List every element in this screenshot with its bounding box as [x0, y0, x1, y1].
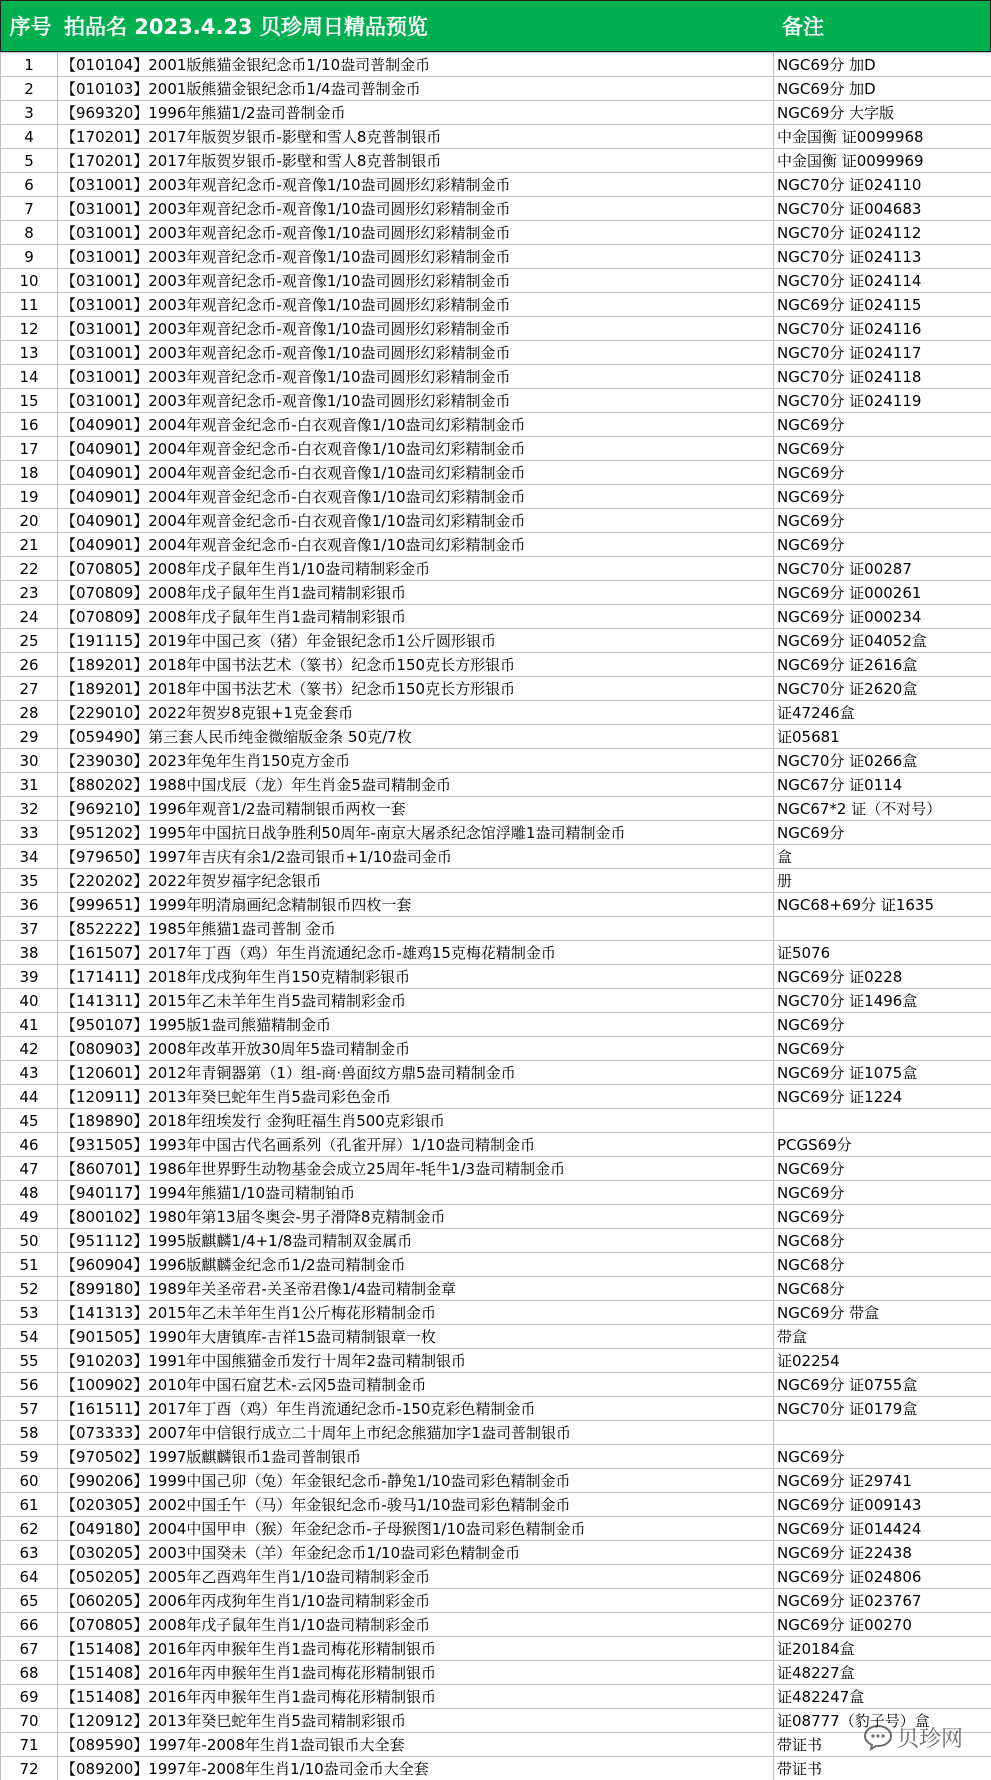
row-number: 41 — [1, 1013, 58, 1037]
row-remark: NGC69分 大字版 — [774, 101, 991, 125]
row-number: 49 — [1, 1205, 58, 1229]
table-row — [1, 389, 991, 413]
table-row — [1, 869, 991, 893]
table-row — [1, 1637, 991, 1661]
row-number: 48 — [1, 1181, 58, 1205]
table-row — [1, 1541, 991, 1565]
row-remark: NGC70分 证024118 — [774, 365, 991, 389]
row-lot-name: 【151408】2016年丙申猴年生肖1盎司梅花形精制银币 — [58, 1685, 774, 1709]
row-number: 32 — [1, 797, 58, 821]
row-lot-name: 【031001】2003年观音纪念币-观音像1/10盎司圆形幻彩精制金币 — [58, 221, 774, 245]
row-remark: NGC69分 证024115 — [774, 293, 991, 317]
row-remark: NGC69分 证024806 — [774, 1565, 991, 1589]
row-remark: NGC69分 带盒 — [774, 1301, 991, 1325]
row-lot-name: 【040901】2004年观音金纪念币-白衣观音像1/10盎司幻彩精制金币 — [58, 413, 774, 437]
row-remark: NGC69分 证009143 — [774, 1493, 991, 1517]
row-number: 60 — [1, 1469, 58, 1493]
row-lot-name: 【899180】1989年关圣帝君-关圣帝君像1/4盎司精制金章 — [58, 1277, 774, 1301]
row-number: 55 — [1, 1349, 58, 1373]
row-remark: 证08777（豹子号）盒 — [774, 1709, 991, 1733]
row-number: 27 — [1, 677, 58, 701]
row-lot-name: 【940117】1994年熊猫1/10盎司精制铂币 — [58, 1181, 774, 1205]
row-lot-name: 【080903】2008年改革开放30周年5盎司精制金币 — [58, 1037, 774, 1061]
row-remark: 证48227盒 — [774, 1661, 991, 1685]
row-lot-name: 【040901】2004年观音金纪念币-白衣观音像1/10盎司幻彩精制金币 — [58, 533, 774, 557]
row-remark: NGC69分 — [774, 1157, 991, 1181]
row-remark: NGC68分 — [774, 1253, 991, 1277]
row-remark: NGC69分 证22438 — [774, 1541, 991, 1565]
row-lot-name: 【073333】2007年中信银行成立二十周年上市纪念熊猫加字1盎司普制银币 — [58, 1421, 774, 1445]
row-number: 58 — [1, 1421, 58, 1445]
watermark-text: 贝珍网 — [896, 1726, 963, 1752]
row-remark: NGC68分 — [774, 1229, 991, 1253]
row-remark: 带盒 — [774, 1325, 991, 1349]
row-number: 37 — [1, 917, 58, 941]
row-number: 22 — [1, 557, 58, 581]
row-lot-name: 【161507】2017年丁酉（鸡）年生肖流通纪念币-雄鸡15克梅花精制金币 — [58, 941, 774, 965]
row-remark: NGC68+69分 证1635 — [774, 893, 991, 917]
row-number: 11 — [1, 293, 58, 317]
row-lot-name: 【120601】2012年青铜器第（1）组-商·兽面纹方鼎5盎司精制金币 — [58, 1061, 774, 1085]
table-row — [1, 461, 991, 485]
table-row — [1, 1397, 991, 1421]
row-remark: NGC69分 加D — [774, 77, 991, 101]
table-row — [1, 1109, 991, 1133]
row-number: 52 — [1, 1277, 58, 1301]
table-row — [1, 125, 991, 149]
row-number: 42 — [1, 1037, 58, 1061]
table-header — [0, 0, 991, 52]
row-number: 68 — [1, 1661, 58, 1685]
row-remark: NGC67分 证0114 — [774, 773, 991, 797]
row-remark: 证47246盒 — [774, 701, 991, 725]
row-number: 38 — [1, 941, 58, 965]
row-number: 10 — [1, 269, 58, 293]
row-number: 17 — [1, 437, 58, 461]
row-lot-name: 【100902】2010年中国石窟艺术-云冈5盎司精制金币 — [58, 1373, 774, 1397]
table-row — [1, 1613, 991, 1637]
row-number: 35 — [1, 869, 58, 893]
row-remark: PCGS69分 — [774, 1133, 991, 1157]
row-lot-name: 【031001】2003年观音纪念币-观音像1/10盎司圆形幻彩精制金币 — [58, 293, 774, 317]
row-lot-name: 【141313】2015年乙未羊年生肖1公斤梅花形精制金币 — [58, 1301, 774, 1325]
table-row — [1, 533, 991, 557]
row-remark: NGC70分 证024110 — [774, 173, 991, 197]
row-lot-name: 【031001】2003年观音纪念币-观音像1/10盎司圆形幻彩精制金币 — [58, 245, 774, 269]
lots-table — [0, 52, 991, 1780]
row-remark: NGC70分 证2620盒 — [774, 677, 991, 701]
row-remark: NGC69分 — [774, 461, 991, 485]
table-row — [1, 821, 991, 845]
row-lot-name: 【170201】2017年版贺岁银币-影壁和雪人8克普制银币 — [58, 125, 774, 149]
row-number: 31 — [1, 773, 58, 797]
table-row — [1, 1277, 991, 1301]
table-row — [1, 581, 991, 605]
table-row — [1, 1205, 991, 1229]
row-lot-name: 【880202】1988中国戊辰（龙）年生肖金5盎司精制金币 — [58, 773, 774, 797]
row-number: 13 — [1, 341, 58, 365]
table-row — [1, 1325, 991, 1349]
row-number: 39 — [1, 965, 58, 989]
row-lot-name: 【120912】2013年癸巳蛇年生肖5盎司精制彩银币 — [58, 1709, 774, 1733]
table-row — [1, 557, 991, 581]
table-row — [1, 1709, 991, 1733]
row-number: 44 — [1, 1085, 58, 1109]
row-remark: NGC69分 证000261 — [774, 581, 991, 605]
row-remark: NGC69分 证1075盒 — [774, 1061, 991, 1085]
row-remark: 证02254 — [774, 1349, 991, 1373]
table-row — [1, 413, 991, 437]
table-row — [1, 1253, 991, 1277]
header-remarks: 备注 — [782, 15, 824, 39]
row-lot-name: 【031001】2003年观音纪念币-观音像1/10盎司圆形幻彩精制金币 — [58, 197, 774, 221]
row-number: 16 — [1, 413, 58, 437]
table-row — [1, 245, 991, 269]
table-row — [1, 293, 991, 317]
row-lot-name: 【970502】1997版麒麟银币1盎司普制银币 — [58, 1445, 774, 1469]
row-lot-name: 【151408】2016年丙申猴年生肖1盎司梅花形精制银币 — [58, 1661, 774, 1685]
row-remark: NGC69分 — [774, 413, 991, 437]
row-remark: NGC70分 证004683 — [774, 197, 991, 221]
row-number: 6 — [1, 173, 58, 197]
row-number: 33 — [1, 821, 58, 845]
row-lot-name: 【031001】2003年观音纪念币-观音像1/10盎司圆形幻彩精制金币 — [58, 173, 774, 197]
row-lot-name: 【070809】2008年戊子鼠年生肖1盎司精制彩银币 — [58, 605, 774, 629]
row-remark: 中金国衡 证0099968 — [774, 125, 991, 149]
table-row — [1, 773, 991, 797]
row-number: 1 — [1, 53, 58, 77]
row-lot-name: 【040901】2004年观音金纪念币-白衣观音像1/10盎司幻彩精制金币 — [58, 509, 774, 533]
row-number: 20 — [1, 509, 58, 533]
row-number: 25 — [1, 629, 58, 653]
row-remark: NGC69分 加D — [774, 53, 991, 77]
row-number: 71 — [1, 1733, 58, 1757]
header-number: 序号 — [9, 15, 52, 39]
row-remark: NGC70分 证0266盒 — [774, 749, 991, 773]
row-number: 45 — [1, 1109, 58, 1133]
row-number: 69 — [1, 1685, 58, 1709]
row-number: 7 — [1, 197, 58, 221]
row-lot-name: 【031001】2003年观音纪念币-观音像1/10盎司圆形幻彩精制金币 — [58, 341, 774, 365]
table-row — [1, 725, 991, 749]
row-remark: NGC68分 — [774, 1277, 991, 1301]
row-lot-name: 【060205】2006年丙戌狗年生肖1/10盎司精制彩金币 — [58, 1589, 774, 1613]
row-lot-name: 【979650】1997年吉庆有余1/2盎司银币+1/10盎司金币 — [58, 845, 774, 869]
row-remark: NGC69分 证29741 — [774, 1469, 991, 1493]
row-number: 53 — [1, 1301, 58, 1325]
table-row — [1, 269, 991, 293]
row-lot-name: 【999651】1999年明清扇画纪念精制银币四枚一套 — [58, 893, 774, 917]
row-number: 12 — [1, 317, 58, 341]
row-lot-name: 【969210】1996年观音1/2盎司精制银币两枚一套 — [58, 797, 774, 821]
row-number: 2 — [1, 77, 58, 101]
row-remark: NGC69分 — [774, 1205, 991, 1229]
row-number: 50 — [1, 1229, 58, 1253]
table-row — [1, 701, 991, 725]
table-row — [1, 1061, 991, 1085]
row-remark: NGC69分 证023767 — [774, 1589, 991, 1613]
row-remark: NGC69分 证04052盒 — [774, 629, 991, 653]
table-row — [1, 1301, 991, 1325]
row-number: 3 — [1, 101, 58, 125]
row-number: 8 — [1, 221, 58, 245]
row-remark: 盒 — [774, 845, 991, 869]
row-remark: NGC69分 证1224 — [774, 1085, 991, 1109]
row-lot-name: 【951202】1995年中国抗日战争胜利50周年-南京大屠杀纪念馆浮雕1盎司精制金币 — [58, 821, 774, 845]
table-row — [1, 893, 991, 917]
table-row — [1, 1349, 991, 1373]
table-row — [1, 197, 991, 221]
row-number: 46 — [1, 1133, 58, 1157]
row-remark: NGC69分 证014424 — [774, 1517, 991, 1541]
row-number: 26 — [1, 653, 58, 677]
table-row — [1, 1037, 991, 1061]
table-row — [1, 1421, 991, 1445]
row-remark: NGC70分 证024119 — [774, 389, 991, 413]
table-row — [1, 1661, 991, 1685]
row-remark: NGC69分 证2616盒 — [774, 653, 991, 677]
row-lot-name: 【070809】2008年戊子鼠年生肖1盎司精制彩银币 — [58, 581, 774, 605]
row-number: 72 — [1, 1757, 58, 1780]
row-lot-name: 【030205】2003中国癸未（羊）年金纪念币1/10盎司彩色精制金币 — [58, 1541, 774, 1565]
table-row — [1, 1373, 991, 1397]
row-number: 66 — [1, 1613, 58, 1637]
table-row — [1, 1757, 991, 1780]
row-number: 5 — [1, 149, 58, 173]
table-row — [1, 677, 991, 701]
row-number: 21 — [1, 533, 58, 557]
table-row — [1, 605, 991, 629]
row-number: 64 — [1, 1565, 58, 1589]
row-lot-name: 【931505】1993年中国古代名画系列（孔雀开屏）1/10盎司精制金币 — [58, 1133, 774, 1157]
table-row — [1, 149, 991, 173]
row-number: 51 — [1, 1253, 58, 1277]
row-remark: 册 — [774, 869, 991, 893]
table-row — [1, 1229, 991, 1253]
table-row — [1, 365, 991, 389]
row-remark: 中金国衡 证0099969 — [774, 149, 991, 173]
row-lot-name: 【189890】2018年纽埃发行 金狗旺福生肖500克彩银币 — [58, 1109, 774, 1133]
table-row — [1, 629, 991, 653]
row-remark: NGC67*2 证（不对号） — [774, 797, 991, 821]
table-row — [1, 797, 991, 821]
row-remark: NGC70分 证00287 — [774, 557, 991, 581]
row-number: 47 — [1, 1157, 58, 1181]
row-lot-name: 【951112】1995版麒麟1/4+1/8盎司精制双金属币 — [58, 1229, 774, 1253]
row-number: 34 — [1, 845, 58, 869]
table-row — [1, 1157, 991, 1181]
table-row — [1, 317, 991, 341]
table-row — [1, 941, 991, 965]
row-number: 19 — [1, 485, 58, 509]
row-lot-name: 【189201】2018年中国书法艺术（篆书）纪念币150克长方形银币 — [58, 653, 774, 677]
row-lot-name: 【010104】2001版熊猫金银纪念币1/10盎司普制金币 — [58, 53, 774, 77]
row-remark: NGC69分 — [774, 1037, 991, 1061]
row-lot-name: 【990206】1999中国己卯（兔）年金银纪念币-静兔1/10盎司彩色精制金币 — [58, 1469, 774, 1493]
table-row — [1, 509, 991, 533]
row-lot-name: 【059490】第三套人民币纯金微缩版金条 50克/7枚 — [58, 725, 774, 749]
row-number: 28 — [1, 701, 58, 725]
row-lot-name: 【070805】2008年戊子鼠年生肖1/10盎司精制彩金币 — [58, 557, 774, 581]
row-number: 40 — [1, 989, 58, 1013]
row-remark: 证20184盒 — [774, 1637, 991, 1661]
row-number: 62 — [1, 1517, 58, 1541]
row-lot-name: 【089590】1997年-2008年生肖1盎司银币大全套 — [58, 1733, 774, 1757]
row-remark: NGC69分 — [774, 437, 991, 461]
row-lot-name: 【229010】2022年贺岁8克银+1克金套币 — [58, 701, 774, 725]
row-number: 70 — [1, 1709, 58, 1733]
table-row — [1, 1565, 991, 1589]
row-remark: NGC69分 — [774, 1013, 991, 1037]
row-lot-name: 【969320】1996年熊猫1/2盎司普制金币 — [58, 101, 774, 125]
table-row — [1, 1085, 991, 1109]
header-lot-name: 拍品名 2023.4.23 贝珍周日精品预览 — [64, 15, 428, 39]
table-row — [1, 653, 991, 677]
row-lot-name: 【220202】2022年贺岁福字纪念银币 — [58, 869, 774, 893]
row-remark: NGC70分 证1496盒 — [774, 989, 991, 1013]
row-lot-name: 【120911】2013年癸巳蛇年生肖5盎司彩色金币 — [58, 1085, 774, 1109]
row-number: 36 — [1, 893, 58, 917]
row-lot-name: 【020305】2002中国壬午（马）年金银纪念币-骏马1/10盎司彩色精制金币 — [58, 1493, 774, 1517]
table-row — [1, 1469, 991, 1493]
row-number: 54 — [1, 1325, 58, 1349]
row-lot-name: 【189201】2018年中国书法艺术（篆书）纪念币150克长方形银币 — [58, 677, 774, 701]
row-number: 65 — [1, 1589, 58, 1613]
row-lot-name: 【089200】1997年-2008年生肖1/10盎司金币大全套 — [58, 1757, 774, 1780]
row-number: 59 — [1, 1445, 58, 1469]
row-remark: NGC70分 证024113 — [774, 245, 991, 269]
row-remark: NGC70分 证024114 — [774, 269, 991, 293]
row-lot-name: 【151408】2016年丙申猴年生肖1盎司梅花形精制银币 — [58, 1637, 774, 1661]
row-lot-name: 【010103】2001版熊猫金银纪念币1/4盎司普制金币 — [58, 77, 774, 101]
row-number: 57 — [1, 1397, 58, 1421]
row-remark: NGC70分 证0179盒 — [774, 1397, 991, 1421]
row-lot-name: 【031001】2003年观音纪念币-观音像1/10盎司圆形幻彩精制金币 — [58, 317, 774, 341]
row-number: 15 — [1, 389, 58, 413]
row-remark: NGC69分 — [774, 509, 991, 533]
table-row — [1, 1493, 991, 1517]
row-lot-name: 【860701】1986年世界野生动物基金会成立25周年-牦牛1/3盎司精制金币 — [58, 1157, 774, 1181]
table-row — [1, 1445, 991, 1469]
row-lot-name: 【031001】2003年观音纪念币-观音像1/10盎司圆形幻彩精制金币 — [58, 389, 774, 413]
row-remark: 带证书 — [774, 1733, 991, 1757]
row-lot-name: 【031001】2003年观音纪念币-观音像1/10盎司圆形幻彩精制金币 — [58, 269, 774, 293]
row-lot-name: 【040901】2004年观音金纪念币-白衣观音像1/10盎司幻彩精制金币 — [58, 437, 774, 461]
table-row — [1, 1181, 991, 1205]
table-row — [1, 749, 991, 773]
table-row — [1, 173, 991, 197]
row-remark: 带证书 — [774, 1757, 991, 1780]
row-remark: NGC69分 证0755盒 — [774, 1373, 991, 1397]
row-remark: NGC69分 — [774, 533, 991, 557]
table-row — [1, 989, 991, 1013]
table-row — [1, 221, 991, 245]
row-remark: NGC69分 证00270 — [774, 1613, 991, 1637]
row-number: 14 — [1, 365, 58, 389]
row-lot-name: 【050205】2005年乙酉鸡年生肖1/10盎司精制彩金币 — [58, 1565, 774, 1589]
row-lot-name: 【070805】2008年戊子鼠年生肖1/10盎司精制彩金币 — [58, 1613, 774, 1637]
table-row — [1, 1133, 991, 1157]
table-row — [1, 437, 991, 461]
row-remark: 证5076 — [774, 941, 991, 965]
row-remark: NGC69分 证000234 — [774, 605, 991, 629]
row-lot-name: 【239030】2023年兔年生肖150克方金币 — [58, 749, 774, 773]
row-lot-name: 【031001】2003年观音纪念币-观音像1/10盎司圆形幻彩精制金币 — [58, 365, 774, 389]
row-number: 24 — [1, 605, 58, 629]
row-number: 56 — [1, 1373, 58, 1397]
row-lot-name: 【040901】2004年观音金纪念币-白衣观音像1/10盎司幻彩精制金币 — [58, 485, 774, 509]
table-row — [1, 53, 991, 77]
row-number: 67 — [1, 1637, 58, 1661]
row-lot-name: 【171411】2018年戊戌狗年生肖150克精制彩银币 — [58, 965, 774, 989]
row-number: 18 — [1, 461, 58, 485]
table-row — [1, 1685, 991, 1709]
table-row — [1, 965, 991, 989]
row-lot-name: 【910203】1991年中国熊猫金币发行十周年2盎司精制银币 — [58, 1349, 774, 1373]
row-remark — [774, 917, 991, 941]
row-remark — [774, 1109, 991, 1133]
row-lot-name: 【960904】1996版麒麟金纪念币1/2盎司精制金币 — [58, 1253, 774, 1277]
row-remark: 证05681 — [774, 725, 991, 749]
lots-table-body — [1, 53, 991, 1780]
table-row — [1, 1517, 991, 1541]
table-row — [1, 341, 991, 365]
row-number: 29 — [1, 725, 58, 749]
row-remark: NGC69分 — [774, 821, 991, 845]
row-lot-name: 【950107】1995版1盎司熊猫精制金币 — [58, 1013, 774, 1037]
row-lot-name: 【161511】2017年丁酉（鸡）年生肖流通纪念币-150克彩色精制金币 — [58, 1397, 774, 1421]
row-number: 9 — [1, 245, 58, 269]
row-remark: NGC70分 证024112 — [774, 221, 991, 245]
row-lot-name: 【049180】2004中国甲申（猴）年金纪念币-子母猴图1/10盎司彩色精制金币 — [58, 1517, 774, 1541]
row-remark: 证482247盒 — [774, 1685, 991, 1709]
row-remark: NGC69分 证0228 — [774, 965, 991, 989]
table-row — [1, 1733, 991, 1757]
row-number: 43 — [1, 1061, 58, 1085]
row-lot-name: 【852222】1985年熊猫1盎司普制 金币 — [58, 917, 774, 941]
row-number: 61 — [1, 1493, 58, 1517]
row-lot-name: 【191115】2019年中国己亥（猪）年金银纪念币1公斤圆形银币 — [58, 629, 774, 653]
row-lot-name: 【901505】1990年大唐镇库-吉祥15盎司精制银章一枚 — [58, 1325, 774, 1349]
table-row — [1, 77, 991, 101]
row-lot-name: 【040901】2004年观音金纪念币-白衣观音像1/10盎司幻彩精制金币 — [58, 461, 774, 485]
row-number: 4 — [1, 125, 58, 149]
row-number: 30 — [1, 749, 58, 773]
table-row — [1, 485, 991, 509]
row-remark: NGC69分 — [774, 1445, 991, 1469]
row-lot-name: 【170201】2017年版贺岁银币-影壁和雪人8克普制银币 — [58, 149, 774, 173]
row-remark: NGC70分 证024116 — [774, 317, 991, 341]
row-remark: NGC69分 — [774, 485, 991, 509]
row-number: 63 — [1, 1541, 58, 1565]
table-row — [1, 1013, 991, 1037]
table-row — [1, 101, 991, 125]
row-remark — [774, 1421, 991, 1445]
row-lot-name: 【800102】1980年第13届冬奥会-男子滑降8克精制金币 — [58, 1205, 774, 1229]
row-remark: NGC70分 证024117 — [774, 341, 991, 365]
row-remark: NGC69分 — [774, 1181, 991, 1205]
table-row — [1, 845, 991, 869]
table-row — [1, 1589, 991, 1613]
row-lot-name: 【141311】2015年乙未羊年生肖5盎司精制彩金币 — [58, 989, 774, 1013]
table-row — [1, 917, 991, 941]
row-number: 23 — [1, 581, 58, 605]
